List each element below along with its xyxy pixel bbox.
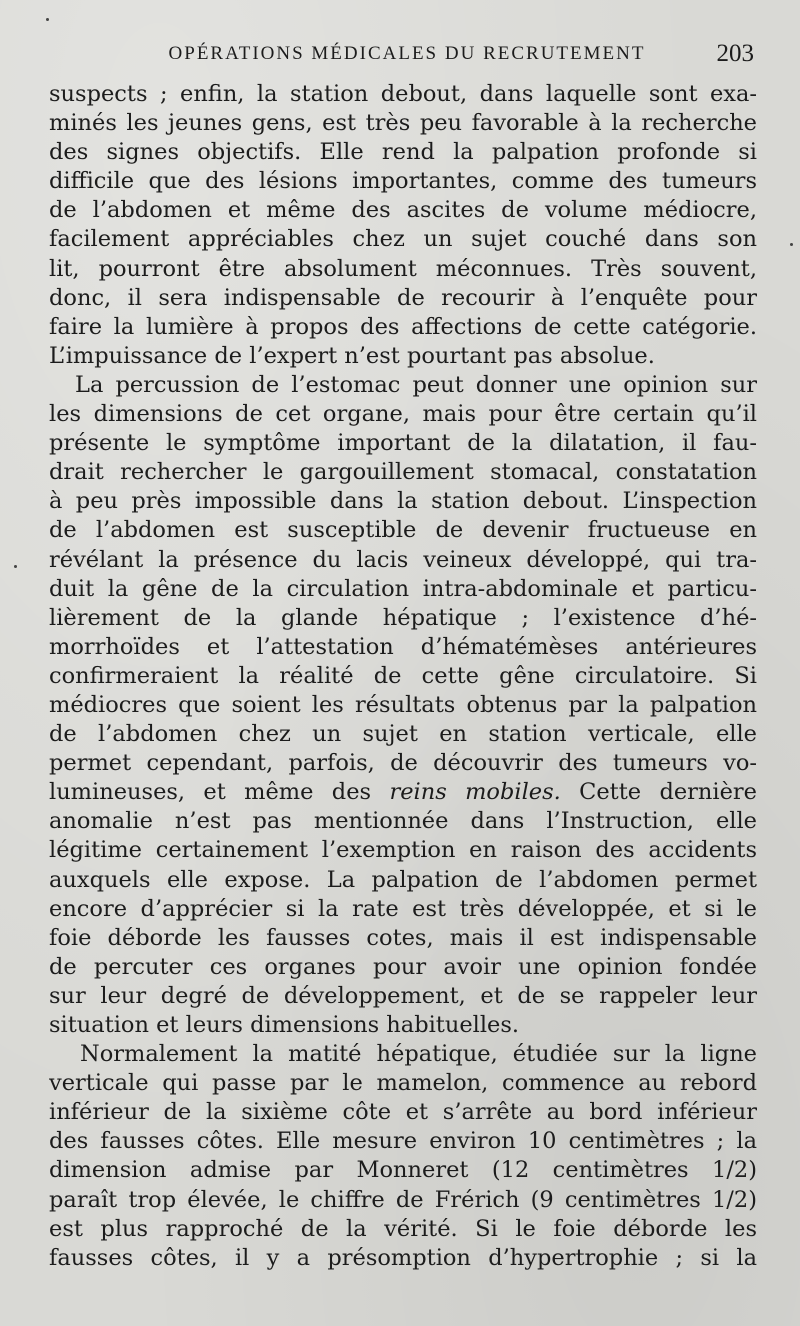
text-line: permet cependant, parfois, de découvrir des tumeurs vo-: [49, 750, 757, 777]
page-number: 203: [716, 40, 754, 67]
text-line: faire la lumière à propos des affections de cette catégorie.: [49, 313, 757, 340]
text-line: inférieur de la sixième côte et s’arrête au bord inférieur: [49, 1099, 757, 1126]
text-line: facilement appréciables chez un sujet couché dans son: [49, 226, 757, 253]
text-line: donc, il sera indispensable de recourir à l’enquête pour: [49, 284, 757, 311]
paragraph-first-line: Normalement la matité hépatique, étudiée sur la ligne: [80, 1041, 757, 1068]
text-line: foie déborde les fausses cotes, mais il est indispensable: [49, 924, 757, 951]
body-text: [49, 80, 757, 1273]
text-line: à peu près impossible dans la station debout. L’inspection: [49, 488, 757, 515]
running-header: [52, 36, 754, 72]
text-line: est plus rapproché de la vérité. Si le foie déborde les: [49, 1215, 757, 1242]
text-line: lit, pourront être absolument méconnues. Très souvent,: [49, 255, 757, 282]
text-line: dimension admise par Monneret (12 centimètres 1/2): [49, 1157, 757, 1184]
text-line: auxquels elle expose. La palpation de l’abdomen permet: [49, 866, 757, 893]
text-line: de l’abdomen et même des ascites de volume médiocre,: [49, 197, 757, 224]
paper-speck: [46, 18, 49, 21]
text-segment: lumineuses, et même des: [49, 779, 372, 806]
text-line: légitime certainement l’exemption en raison des accidents: [49, 837, 757, 864]
text-line: situation et leurs dimensions habituelles.: [49, 1012, 520, 1038]
text-line: paraît trop élevée, le chiffre de Frérich (9 centimètres 1/2): [49, 1186, 757, 1213]
text-line: des fausses côtes. Elle mesure environ 10 centimètres ; la: [49, 1128, 757, 1155]
text-line: confirmeraient la réalité de cette gêne circulatoire. Si: [49, 662, 757, 689]
text-line: suspects ; enfin, la station debout, dans laquelle sont exa-: [49, 81, 757, 107]
text-line: minés les jeunes gens, est très peu favorable à la recherche: [49, 110, 757, 137]
text-line: difficile que des lésions importantes, comme des tumeurs: [49, 168, 757, 195]
text-line: médiocres que soient les résultats obtenus par la palpation: [49, 691, 757, 718]
paper-speck: [14, 565, 17, 568]
text-line: les dimensions de cet organe, mais pour être certain qu’il: [49, 401, 757, 428]
text-line: de percuter ces organes pour avoir une opinion fondée: [49, 953, 757, 980]
text-line: sur leur degré de développement, et de se rappeler leur: [49, 982, 757, 1009]
text-line: anomalie n’est pas mentionnée dans l’Instruction, elle: [49, 808, 757, 835]
text-line: drait rechercher le gargouillement stomacal, constatation: [49, 459, 757, 486]
text-line: des signes objectifs. Elle rend la palpation profonde si: [49, 139, 757, 166]
paper-speck: [790, 243, 793, 246]
text-line: duit la gêne de la circulation intra-abdominale et particu-: [49, 575, 757, 602]
running-title: OPÉRATIONS MÉDICALES DU RECRUTEMENT: [168, 43, 646, 64]
text-segment: Cette dernière: [579, 779, 757, 806]
text-line: de l’abdomen est susceptible de devenir fructueuse en: [49, 517, 757, 544]
text-line: fausses côtes, il y a présomption d’hypertrophie ; si la: [49, 1244, 757, 1271]
text-line: lièrement de la glande hépatique ; l’existence d’hé-: [49, 604, 757, 631]
text-line-with-italic: [49, 778, 757, 807]
text-line: L’impuissance de l’expert n’est pourtant pas absolue.: [49, 342, 655, 369]
paragraph-first-line: La percussion de l’estomac peut donner une opinion sur: [75, 371, 757, 398]
text-line: révélant la présence du lacis veineux développé, qui tra-: [49, 546, 757, 573]
text-line: verticale qui passe par le mamelon, commence au rebord: [49, 1070, 757, 1097]
text-line: présente le symptôme important de la dilatation, il fau-: [49, 430, 757, 457]
text-line: morrhoïdes et l’attestation d’hématémèses antérieures: [49, 633, 757, 660]
text-line: de l’abdomen chez un sujet en station verticale, elle: [49, 721, 757, 748]
text-line: encore d’apprécier si la rate est très développée, et si le: [49, 895, 757, 922]
italic-phrase: reins mobiles.: [389, 779, 561, 806]
